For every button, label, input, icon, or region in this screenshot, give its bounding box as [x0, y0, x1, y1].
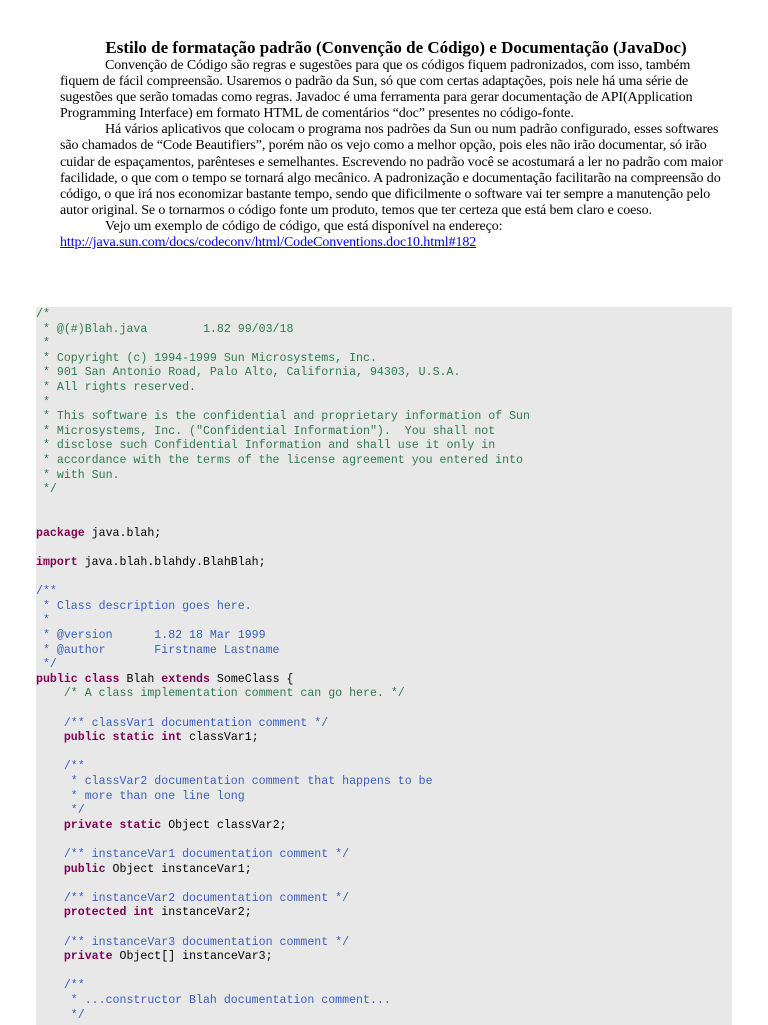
code-token: * classVar2 documentation comment that happens to be [36, 775, 433, 788]
code-line [36, 731, 732, 746]
code-token: Blah [119, 672, 162, 686]
code-line [36, 717, 732, 732]
code-token: public [63, 862, 106, 876]
paragraph-code-convention: Convenção de Código são regras e sugestões para que os códigos fiquem padronizados, com isso, também fiquem de fácil compreensão. Usaremos o padrão da Sun, só que com certas adaptações, pois nele há uma série de sugestões que serão tomadas como regras. Javadoc é uma ferramenta para gerar documentação de API(Application Programming Interface) em formato HTML de comentários “doc” presentes no código-fonte. [60, 58, 693, 122]
code-token: * [36, 614, 50, 628]
code-token: classVar1; [182, 731, 259, 745]
code-token: private [63, 950, 113, 964]
code-line [36, 746, 732, 761]
code-token: * 901 San Antonio Road, Palo Alto, California, 94303, U.S.A. [36, 366, 461, 380]
code-token [36, 906, 64, 919]
code-token: private static [63, 818, 162, 832]
code-token: * ...constructor Blah documentation comment... [36, 993, 391, 1007]
code-token: * with Sun. [36, 468, 120, 482]
code-token: package [36, 526, 85, 540]
code-token: */ [36, 1008, 85, 1022]
code-line [36, 629, 732, 644]
code-token: * Class description goes here. [36, 599, 252, 613]
code-token [36, 819, 64, 832]
code-line [36, 556, 732, 571]
code-line [36, 366, 732, 381]
code-line [36, 323, 732, 338]
code-line [36, 542, 732, 557]
code-token: * @version 1.82 18 Mar 1999 [36, 629, 266, 643]
code-line [36, 308, 732, 323]
code-token: /** instanceVar2 documentation comment */ [36, 891, 350, 905]
code-token [36, 731, 64, 744]
code-conventions-link[interactable]: http://java.sun.com/docs/codeconv/html/CodeConventions.doc10.html#182 [60, 235, 477, 251]
code-line [36, 687, 732, 702]
code-token: import [36, 556, 78, 570]
code-line [36, 483, 732, 498]
code-token: Object classVar2; [161, 818, 287, 832]
code-token: * [36, 337, 50, 351]
java-code-example [36, 307, 732, 1025]
document-body [60, 58, 732, 251]
code-line [36, 410, 732, 425]
code-line [36, 673, 732, 688]
code-token: /** [36, 585, 57, 599]
code-token: /* [36, 308, 50, 321]
code-line [36, 644, 732, 659]
code-token: * more than one line long [36, 789, 245, 803]
code-line [36, 614, 732, 629]
code-line [36, 965, 732, 980]
code-token: */ [36, 658, 57, 672]
code-token: /** classVar1 documentation comment */ [36, 716, 329, 730]
code-token: * All rights reserved. [36, 380, 197, 394]
code-line [36, 498, 732, 513]
code-line [36, 600, 732, 615]
code-token: * This software is the confidential and proprietary information of Sun [36, 410, 530, 424]
document-title: Estilo de formatação padrão (Convenção de Código) e Documentação (JavaDoc) [105, 38, 687, 57]
code-token: /** instanceVar1 documentation comment */ [36, 847, 350, 861]
code-line [36, 1009, 732, 1024]
code-line [36, 950, 732, 965]
code-token: */ [36, 483, 57, 497]
code-token: protected int [63, 906, 155, 920]
code-line [36, 512, 732, 527]
code-line [36, 804, 732, 819]
code-line [36, 994, 732, 1009]
code-line [36, 979, 732, 994]
code-line [36, 863, 732, 878]
code-token: * @author Firstname Lastname [36, 643, 280, 657]
code-line [36, 760, 732, 775]
code-token: * Microsystems, Inc. ("Confidential Information"). You shall not [36, 424, 496, 438]
code-token: instanceVar2; [154, 906, 252, 920]
code-line [36, 921, 732, 936]
code-token: Object instanceVar1; [105, 862, 252, 876]
code-token: * disclose such Confidential Information and shall use it only in [36, 439, 496, 453]
code-line [36, 585, 732, 600]
code-line [36, 571, 732, 586]
code-line [36, 527, 732, 542]
code-line [36, 439, 732, 454]
code-token [36, 950, 64, 963]
code-line [36, 877, 732, 892]
code-line [36, 790, 732, 805]
code-line [36, 381, 732, 396]
code-token: java.blah; [84, 526, 162, 540]
code-token: * Copyright (c) 1994-1999 Sun Microsystems, Inc. [36, 351, 377, 365]
code-line [36, 833, 732, 848]
paragraph-code-beautifiers: Há vários aplicativos que colocam o programa nos padrões da Sun ou num padrão configurado, esses softwares são chamados de “Code Beautifiers”, porém não os vejo como a melhor opção, pois eles não irão documentar, só irão cuidar de espaçamentos, parênteses e semelhantes. Escrevendo no padrão você se acostumará a ler no padrão com maior facilidade, o que com o tempo se tornará algo mecânico. A padronização e documentação facilitarão na compreensão do código, o que irá nos economizar bastante tempo, sendo que dificilmente o software vai ter sempre a manutenção pelo autor original. Se o tornarmos o código fonte um produto, temos que ter certeza que está bem claro e coeso. [60, 122, 723, 218]
code-token: /** [36, 760, 85, 774]
code-token: public class [36, 672, 120, 686]
code-token: /** instanceVar3 documentation comment */ [36, 935, 350, 949]
code-line [36, 469, 732, 484]
paragraph-example-intro: Vejo um exemplo de código de código, que está disponível na endereço: [105, 218, 503, 234]
code-line [36, 425, 732, 440]
code-token [36, 863, 64, 876]
code-token: Object[] instanceVar3; [112, 950, 273, 964]
code-line [36, 848, 732, 863]
code-token: /** [36, 979, 85, 993]
code-line [36, 936, 732, 951]
code-token: java.blah.blahdy.BlahBlah; [77, 556, 266, 570]
code-line [36, 396, 732, 411]
code-line [36, 906, 732, 921]
code-line [36, 337, 732, 352]
code-line [36, 658, 732, 673]
code-token: * [36, 395, 50, 409]
code-token: * @(#)Blah.java 1.82 99/03/18 [36, 322, 294, 336]
code-token: extends [161, 672, 210, 686]
code-token: public static int [63, 731, 183, 745]
code-token: */ [36, 804, 85, 818]
code-line [36, 892, 732, 907]
code-token: /* A class implementation comment can go here. */ [36, 687, 405, 701]
code-line [36, 775, 732, 790]
code-line [36, 352, 732, 367]
code-token: SomeClass { [209, 672, 294, 686]
code-line [36, 454, 732, 469]
code-line [36, 819, 732, 834]
code-token: * accordance with the terms of the license agreement you entered into [36, 453, 524, 467]
code-line [36, 702, 732, 717]
